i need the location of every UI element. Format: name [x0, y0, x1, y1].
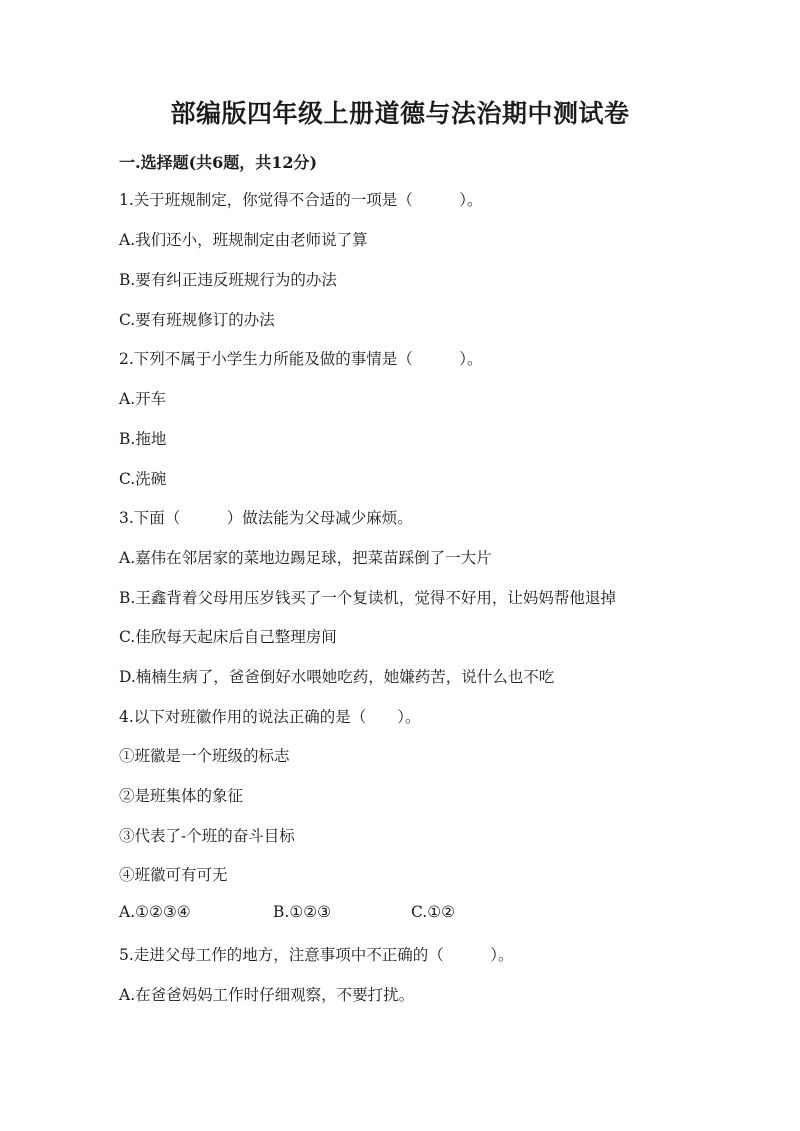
question-2-option-a: A.开车: [119, 390, 167, 408]
question-2-stem: 2.下列不属于小学生力所能及做的事情是（ ）。: [119, 350, 483, 368]
question-1-stem: 1.关于班规制定，你觉得不合适的一项是（ ）。: [119, 191, 483, 209]
question-1-option-b: B.要有纠正违反班规行为的办法: [119, 271, 337, 289]
page-title: 部编版四年级上册道德与法治期中测试卷: [170, 99, 630, 128]
question-1-option-c: C.要有班规修订的办法: [119, 311, 275, 329]
question-4-statement-1: ①班徽是一个班级的标志: [119, 747, 290, 765]
question-4-option-a: A.①②③④: [119, 903, 191, 921]
question-3-option-b: B.王鑫背着父母用压岁钱买了一个复读机，觉得不好用，让妈妈帮他退掉: [119, 589, 616, 607]
question-1-option-a: A.我们还小，班规制定由老师说了算: [119, 231, 368, 249]
question-4-statement-3: ③代表了-个班的奋斗目标: [119, 827, 295, 845]
question-2-option-b: B.拖地: [119, 430, 167, 448]
question-2-option-c: C.洗碗: [119, 470, 167, 488]
question-4-options: [119, 903, 679, 925]
question-3-option-a: A.嘉伟在邻居家的菜地边踢足球，把菜苗踩倒了一大片: [119, 549, 492, 567]
question-4-option-b: B.①②③: [273, 903, 332, 921]
question-3-option-c: C.佳欣每天起床后自己整理房间: [119, 628, 337, 646]
question-5-stem: 5.走进父母工作的地方，注意事项中不正确的（ ）。: [119, 946, 514, 964]
question-4-option-c: C.①②: [411, 903, 456, 921]
question-3-option-d: D.楠楠生病了，爸爸倒好水喂她吃药，她嫌药苦，说什么也不吃: [119, 668, 555, 686]
question-3-stem: 3.下面（ ）做法能为父母减少麻烦。: [119, 509, 413, 527]
question-4-statement-4: ④班徽可有可无: [119, 866, 228, 884]
section-heading: 一.选择题(共6题，共12分): [119, 153, 318, 172]
question-5-option-a: A.在爸爸妈妈工作时仔细观察，不要打扰。: [119, 986, 415, 1004]
question-4-stem: 4.以下对班徽作用的说法正确的是（ ）。: [119, 708, 421, 726]
question-4-statement-2: ②是班集体的象征: [119, 787, 244, 805]
